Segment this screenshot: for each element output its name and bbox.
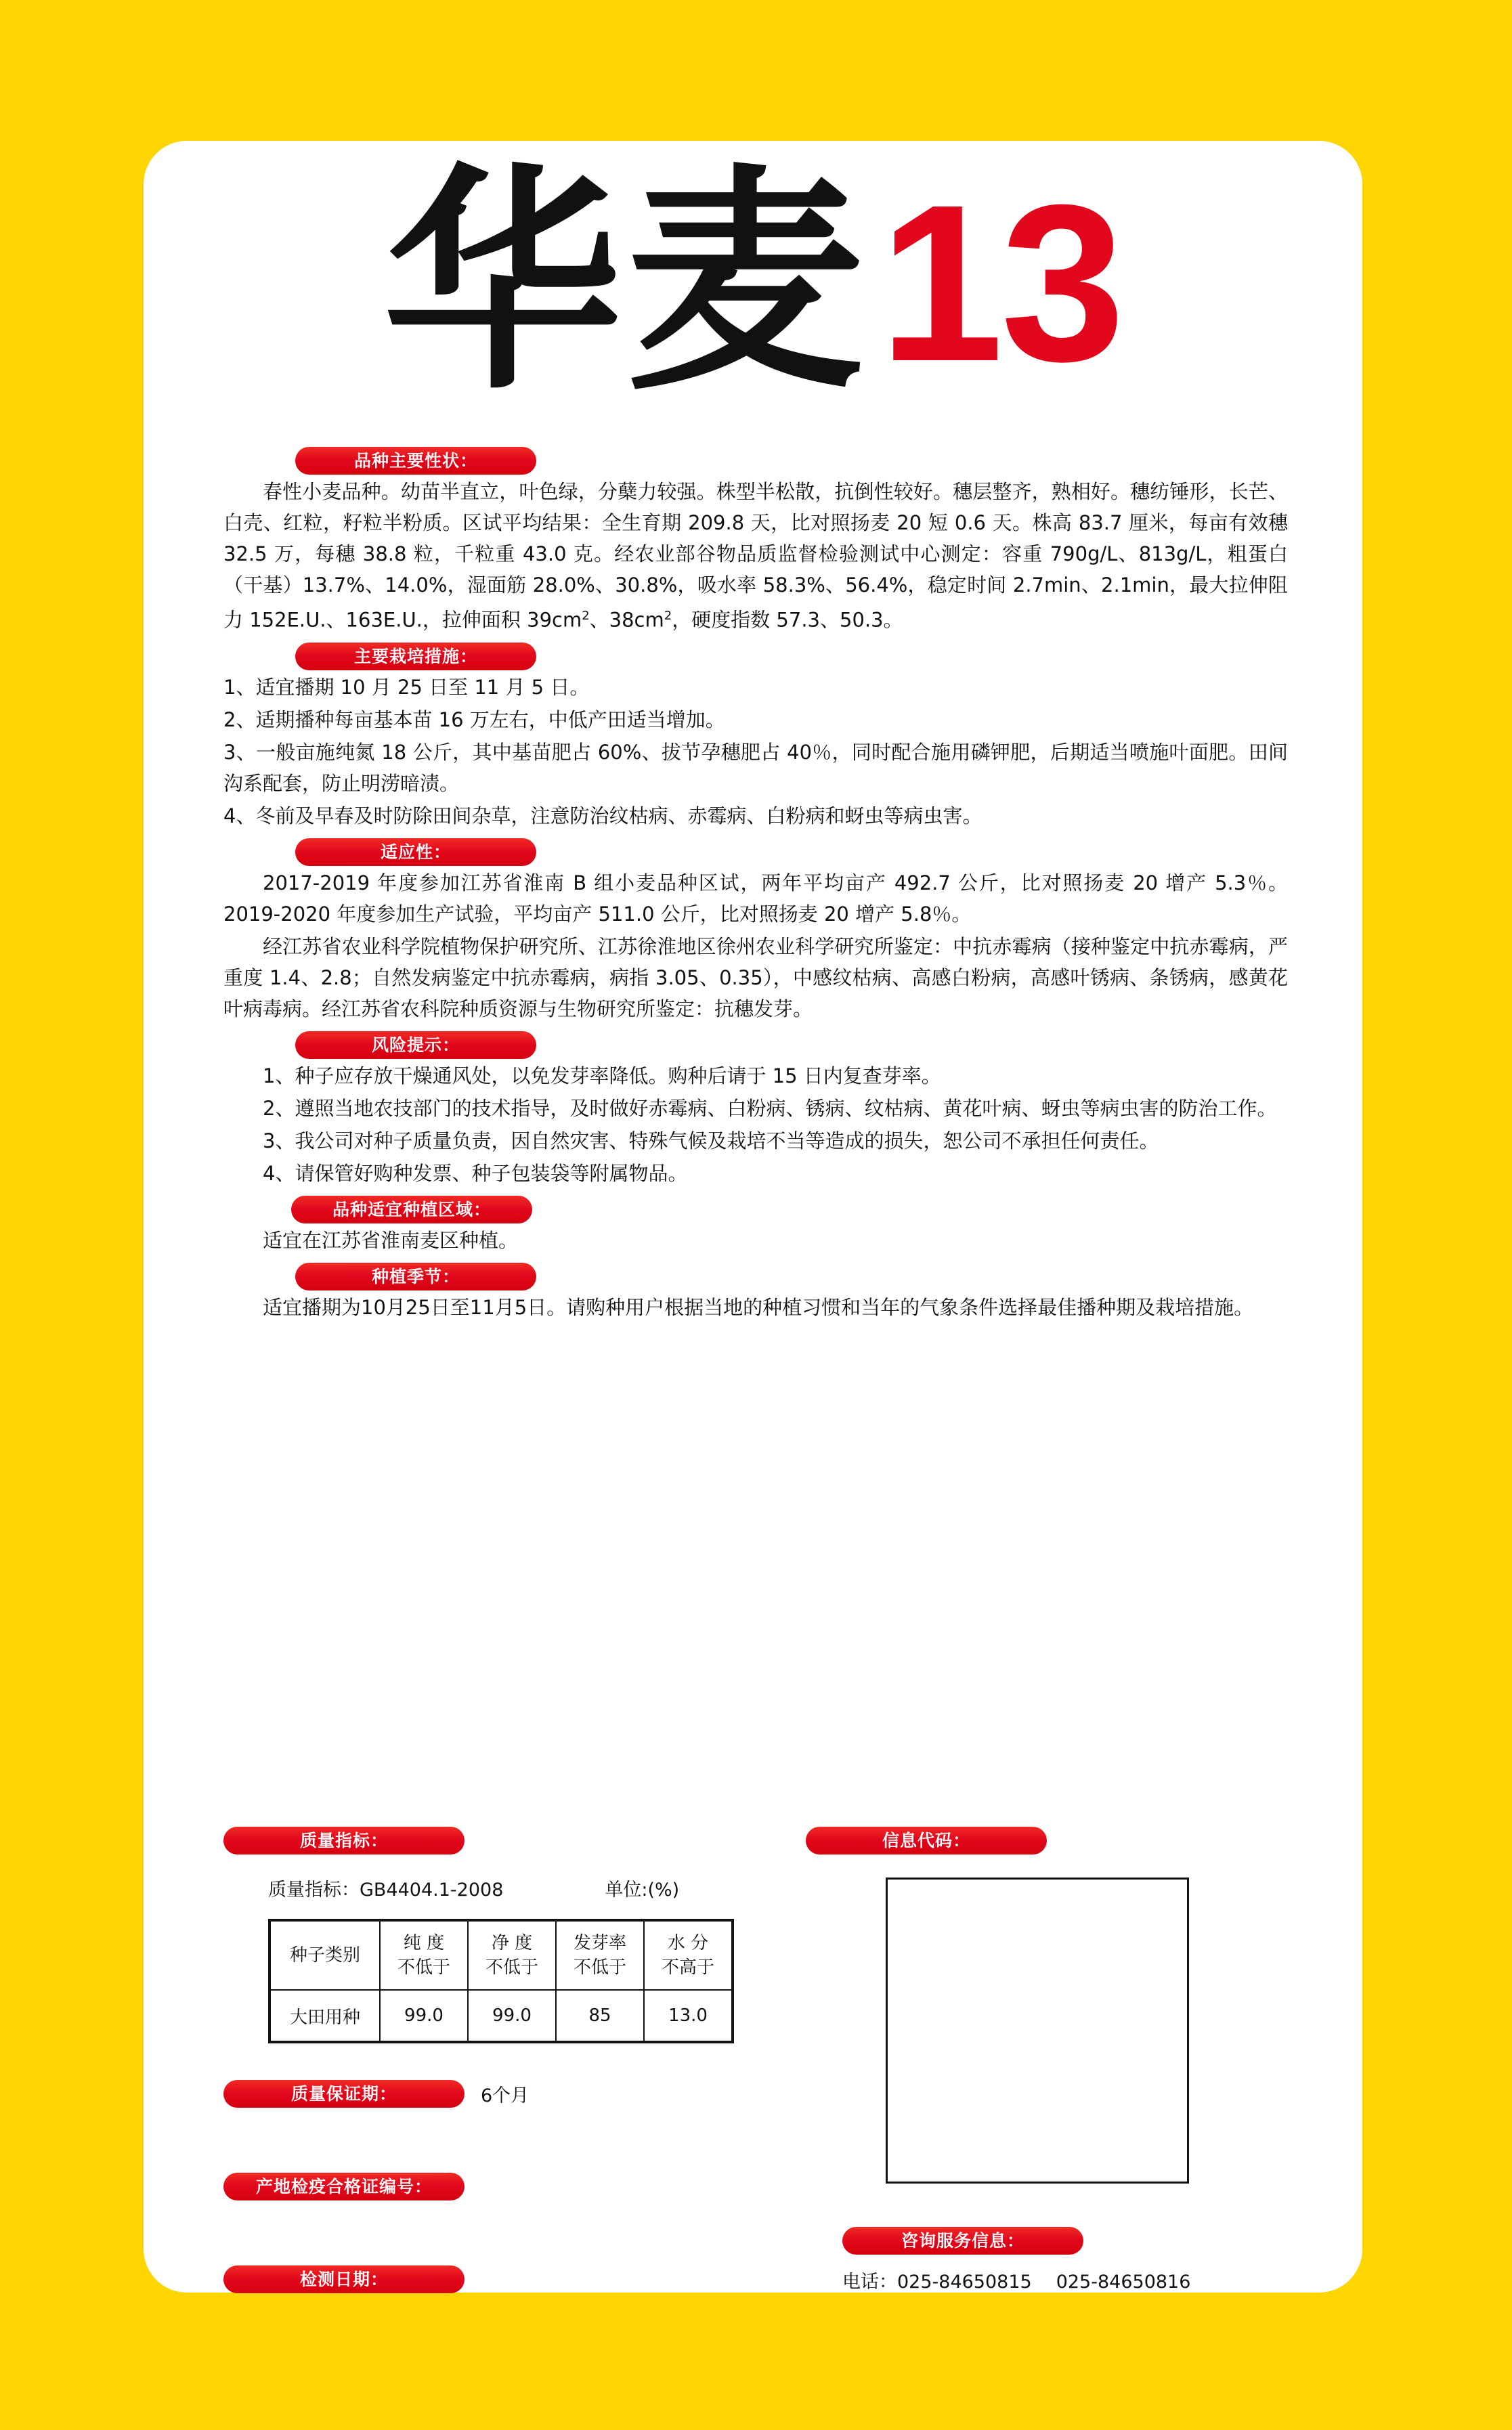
th-purity xyxy=(380,1920,468,1990)
cultivation-item-4: 4、冬前及早春及时防除田间杂草，注意防治纹枯病、赤霉病、白粉病和蚜虫等病虫害。 xyxy=(223,804,982,827)
cultivation-item-2: 2、适期播种每亩基本苗 16 万左右，中低产田适当增加。 xyxy=(223,708,725,731)
risk-item-3: 3、我公司对种子质量负责，因自然灾害、特殊气候及栽培不当等造成的损失，恕公司不承担任何责任。 xyxy=(263,1129,1159,1152)
risk-item-1: 1、种子应存放干燥通风处，以免发芽率降低。购种后请于 15 日内复查芽率。 xyxy=(263,1064,941,1087)
adaptability-paragraph-2: 经江苏省农业科学院植物保护研究所、江苏徐淮地区徐州农业科学研究所鉴定：中抗赤霉病（接种鉴定中抗赤霉病，严重度 1.4、2.8；自然发病鉴定中抗赤霉病，病指 3.05、0.35），中感纹枯病、高感白粉病，高感叶锈病、条锈病，感黄花叶病毒病。经江苏省农科院种质资源与生物研究所鉴定：抗穗发芽。 xyxy=(223,934,1288,1020)
badge-test-date: 检测日期： xyxy=(223,2265,465,2293)
badge-warranty: 质量保证期： xyxy=(223,2080,465,2108)
badge-traits: 品种主要性状： xyxy=(295,447,536,475)
badge-info-code: 信息代码： xyxy=(806,1827,1047,1854)
th-moisture xyxy=(644,1920,733,1990)
traits-sup-2: 2 xyxy=(664,609,672,623)
adaptability-paragraph-1: 2017-2019 年度参加江苏省淮南 B 组小麦品种区试，两年平均亩产 492.7 公斤，比对照扬麦 20 增产 5.3％。2019-2020 年度参加生产试验，平均亩产 511.0 公斤，比对照扬麦 20 增产 5.8％。 xyxy=(223,871,1288,926)
quality-standard: 质量指标：GB4404.1-2008 xyxy=(268,1880,504,1901)
section-header-region xyxy=(291,1196,1288,1223)
th-cleanliness-line1: 净 度 xyxy=(491,1933,533,1953)
td-purity: 99.0 xyxy=(380,1990,468,2042)
badge-cultivation: 主要栽培措施： xyxy=(295,643,536,670)
th-purity-line1: 纯 度 xyxy=(403,1933,445,1953)
th-moisture-line2: 不高于 xyxy=(661,1957,714,1978)
quality-unit: 单位:(%) xyxy=(605,1880,680,1901)
service-phone-secondary: 025-84650816 xyxy=(1056,2272,1191,2293)
test-date-row xyxy=(223,2265,779,2293)
section-header-service xyxy=(842,2227,1347,2255)
th-germination-line2: 不低于 xyxy=(573,1957,626,1978)
badge-risk: 风险提示： xyxy=(295,1031,536,1059)
info-code-box xyxy=(886,1878,1189,2184)
badge-region: 品种适宜种植区域： xyxy=(291,1196,532,1223)
traits-text: 春性小麦品种。幼苗半直立，叶色绿，分蘖力较强。株型半松散，抗倒性较好。穗层整齐，熟相好。穗纺锤形，长芒、白壳、红粒，籽粒半粉质。区试平均结果：全生育期 209.8 天，比对照扬麦 20 短 0.6 天。株高 83.7 厘米，每亩有效穗 32.5 万，每穗 38.8 粒，千粒重 43.0 克。经农业部谷物品质监督检验测试中心测定：容重 790g/L、813g/L，粗蛋白（干基）13.7%、14.0%，湿面筋 28.0%、30.8%，吸水率 58.3%、56.4%，稳定时间 2.7min、2.1min，最大拉伸阻力 152E.U.、163E.U.，拉伸面积 39cm xyxy=(223,480,1288,632)
info-code-column xyxy=(806,1827,1347,2293)
traits-sup-1: 2 xyxy=(582,609,590,623)
season-text: 适宜播期为10月25日至11月5日。请购种用户根据当地的种植习惯和当年的气象条件选择最佳播种期及栽培措施。 xyxy=(263,1295,1254,1319)
risk-item-4: 4、请保管好购种发票、种子包装袋等附属物品。 xyxy=(263,1161,688,1185)
td-cleanliness: 99.0 xyxy=(468,1990,556,2042)
td-moisture: 13.0 xyxy=(644,1990,733,2042)
td-seed-type: 大田用种 xyxy=(269,1990,380,2042)
quality-subline xyxy=(223,1875,779,1901)
traits-paragraph xyxy=(223,476,1288,636)
risk-item-2: 2、遵照当地农技部门的技术指导，及时做好赤霉病、白粉病、锈病、纹枯病、黄花叶病、蚜虫等病虫害的防治工作。 xyxy=(263,1096,1277,1120)
table-header-row xyxy=(269,1920,733,1990)
section-header-season xyxy=(295,1263,1288,1290)
section-header-quality xyxy=(223,1827,779,1854)
badge-service: 咨询服务信息： xyxy=(842,2227,1083,2255)
section-header-traits xyxy=(295,447,1288,475)
section-header-info-code xyxy=(806,1827,1347,1854)
th-germination xyxy=(556,1920,644,1990)
service-phone-line xyxy=(842,2267,1347,2293)
badge-quality: 质量指标： xyxy=(223,1827,465,1854)
th-cleanliness xyxy=(468,1920,556,1990)
th-seed-type xyxy=(269,1920,380,1990)
traits-text-end: ，硬度指数 57.3、50.3。 xyxy=(672,608,903,632)
th-cleanliness-line2: 不低于 xyxy=(485,1957,538,1978)
title-name: 华麦 xyxy=(383,144,869,422)
quality-table xyxy=(268,1919,734,2043)
th-purity-line2: 不低于 xyxy=(397,1957,450,1978)
th-seed-type-line1: 种子类别 xyxy=(289,1945,360,1966)
warranty-row xyxy=(223,2080,779,2108)
badge-season: 种植季节： xyxy=(295,1263,536,1290)
badge-quarantine: 产地检疫合格证编号： xyxy=(223,2173,465,2200)
title-number: 13 xyxy=(879,158,1123,408)
section-header-risk xyxy=(295,1031,1288,1059)
warranty-value: 6个月 xyxy=(481,2085,530,2106)
section-header-cultivation xyxy=(295,643,1288,670)
th-moisture-line1: 水 分 xyxy=(667,1933,709,1953)
traits-text-tail: 、38cm xyxy=(589,608,664,632)
main-content xyxy=(223,447,1288,1324)
lower-block xyxy=(223,1827,1361,2293)
td-germination: 85 xyxy=(556,1990,644,2042)
section-header-adaptability xyxy=(295,838,1288,866)
white-card xyxy=(144,141,1362,2293)
quarantine-row xyxy=(223,2173,779,2200)
quality-and-code-row xyxy=(223,1827,1361,2293)
page-title xyxy=(144,144,1362,422)
cultivation-item-1: 1、适宜播期 10 月 25 日至 11 月 5 日。 xyxy=(223,675,590,699)
quality-column xyxy=(223,1827,779,2293)
th-germination-line1: 发芽率 xyxy=(573,1933,626,1953)
badge-adaptability: 适应性： xyxy=(295,838,536,866)
cultivation-item-3: 3、一般亩施纯氮 18 公斤，其中基苗肥占 60%、拔节孕穗肥占 40％，同时配合施用磷钾肥，后期适当喷施叶面肥。田间沟系配套，防止明涝暗渍。 xyxy=(223,740,1288,795)
table-row xyxy=(269,1990,733,2042)
region-text: 适宜在江苏省淮南麦区种植。 xyxy=(263,1228,519,1252)
service-phone-primary: 电话：025-84650815 xyxy=(842,2272,1032,2293)
